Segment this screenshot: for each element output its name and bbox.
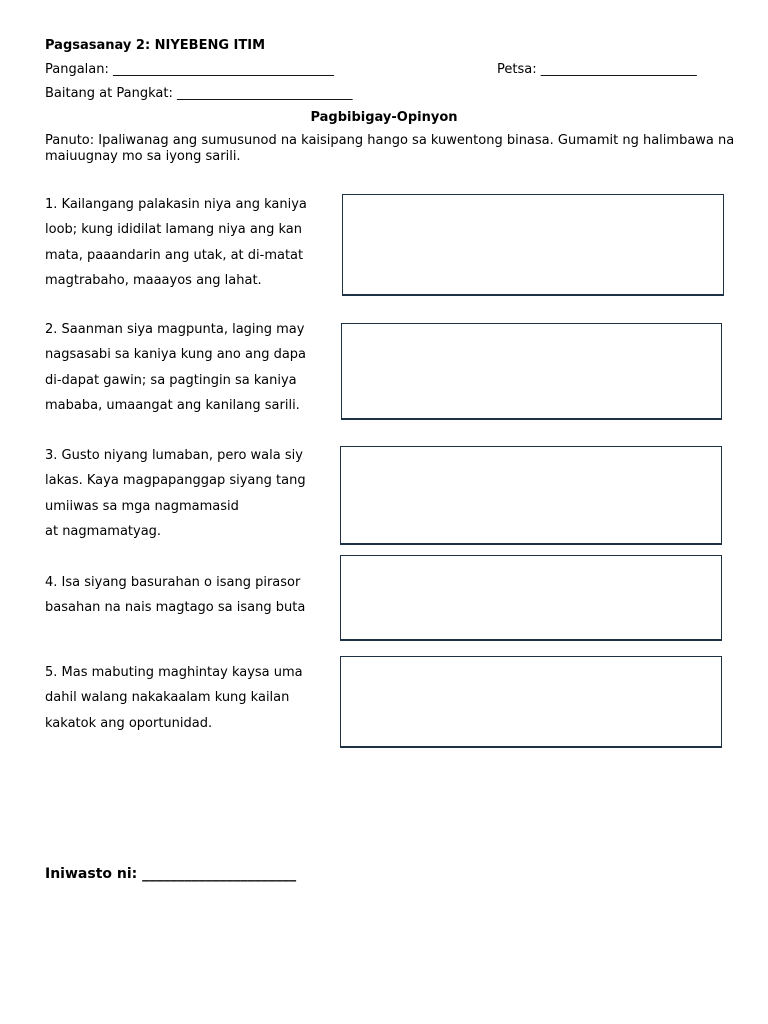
item-3-line: lakas. Kaya magpapanggap siyang tang bbox=[45, 473, 306, 489]
grade-section-field[interactable]: Baitang at Pangkat: ___________________________ bbox=[45, 86, 353, 101]
item-2-text bbox=[45, 317, 345, 418]
item-1-line: mata, paaandarin ang utak, at di-matat bbox=[45, 247, 304, 263]
section-title: Pagbibigay-Opinyon bbox=[310, 110, 458, 125]
item-1-line: 1. Kailangang palakasin niya ang kaniya bbox=[45, 197, 307, 212]
item-5-line: 5. Mas mabuting maghintay kaysa uma bbox=[45, 665, 303, 680]
item-2-line: mababa, umaangat ang kanilang sarili. bbox=[45, 397, 300, 413]
answer-box-5[interactable] bbox=[340, 656, 722, 747]
instructions: Panuto: Ipaliwanag ang sumusunod na kaisipang hango sa kuwentong binasa. Gumamit ng halimbawa na maiuugnay mo sa iyong sarili. bbox=[45, 133, 735, 164]
item-1-line: loob; kung ididilat lamang niya ang kan bbox=[45, 222, 302, 238]
item-1-line: magtrabaho, maaayos ang lahat. bbox=[45, 272, 262, 288]
item-3-line: 3. Gusto niyang lumaban, pero wala siy bbox=[45, 448, 303, 463]
item-5-line: kakatok ang oportunidad. bbox=[45, 715, 213, 731]
item-2-line: di-dapat gawin; sa pagtingin sa kaniya bbox=[45, 372, 297, 388]
item-5-line: dahil walang nakakaalam kung kailan bbox=[45, 690, 290, 706]
item-1-text bbox=[45, 192, 345, 293]
item-2-line: nagsasabi sa kaniya kung ano ang dapa bbox=[45, 347, 307, 363]
answer-box-3[interactable] bbox=[340, 446, 722, 544]
item-3-line: umiiwas sa mga nagmamasid bbox=[45, 498, 239, 514]
item-3-line: at nagmamatyag. bbox=[45, 523, 162, 539]
item-3-text bbox=[45, 443, 345, 544]
item-4-line: 4. Isa siyang basurahan o isang pirasor bbox=[45, 575, 301, 590]
answer-box-2[interactable] bbox=[341, 323, 722, 419]
item-2-line: 2. Saanman siya magpunta, laging may bbox=[45, 322, 305, 337]
answer-box-1[interactable] bbox=[342, 194, 724, 295]
answer-box-4[interactable] bbox=[340, 555, 722, 640]
item-4-text bbox=[45, 570, 345, 621]
date-field[interactable]: Petsa: ________________________ bbox=[497, 62, 697, 77]
item-4-line: basahan na nais magtago sa isang buta bbox=[45, 600, 306, 616]
name-field[interactable]: Pangalan: __________________________________ bbox=[45, 62, 335, 77]
item-5-text bbox=[45, 660, 345, 736]
worksheet-title: Pagsasanay 2: NIYEBENG ITIM bbox=[45, 38, 266, 53]
reviewed-by-field[interactable]: Iniwasto ni: ______________________ bbox=[45, 866, 297, 882]
